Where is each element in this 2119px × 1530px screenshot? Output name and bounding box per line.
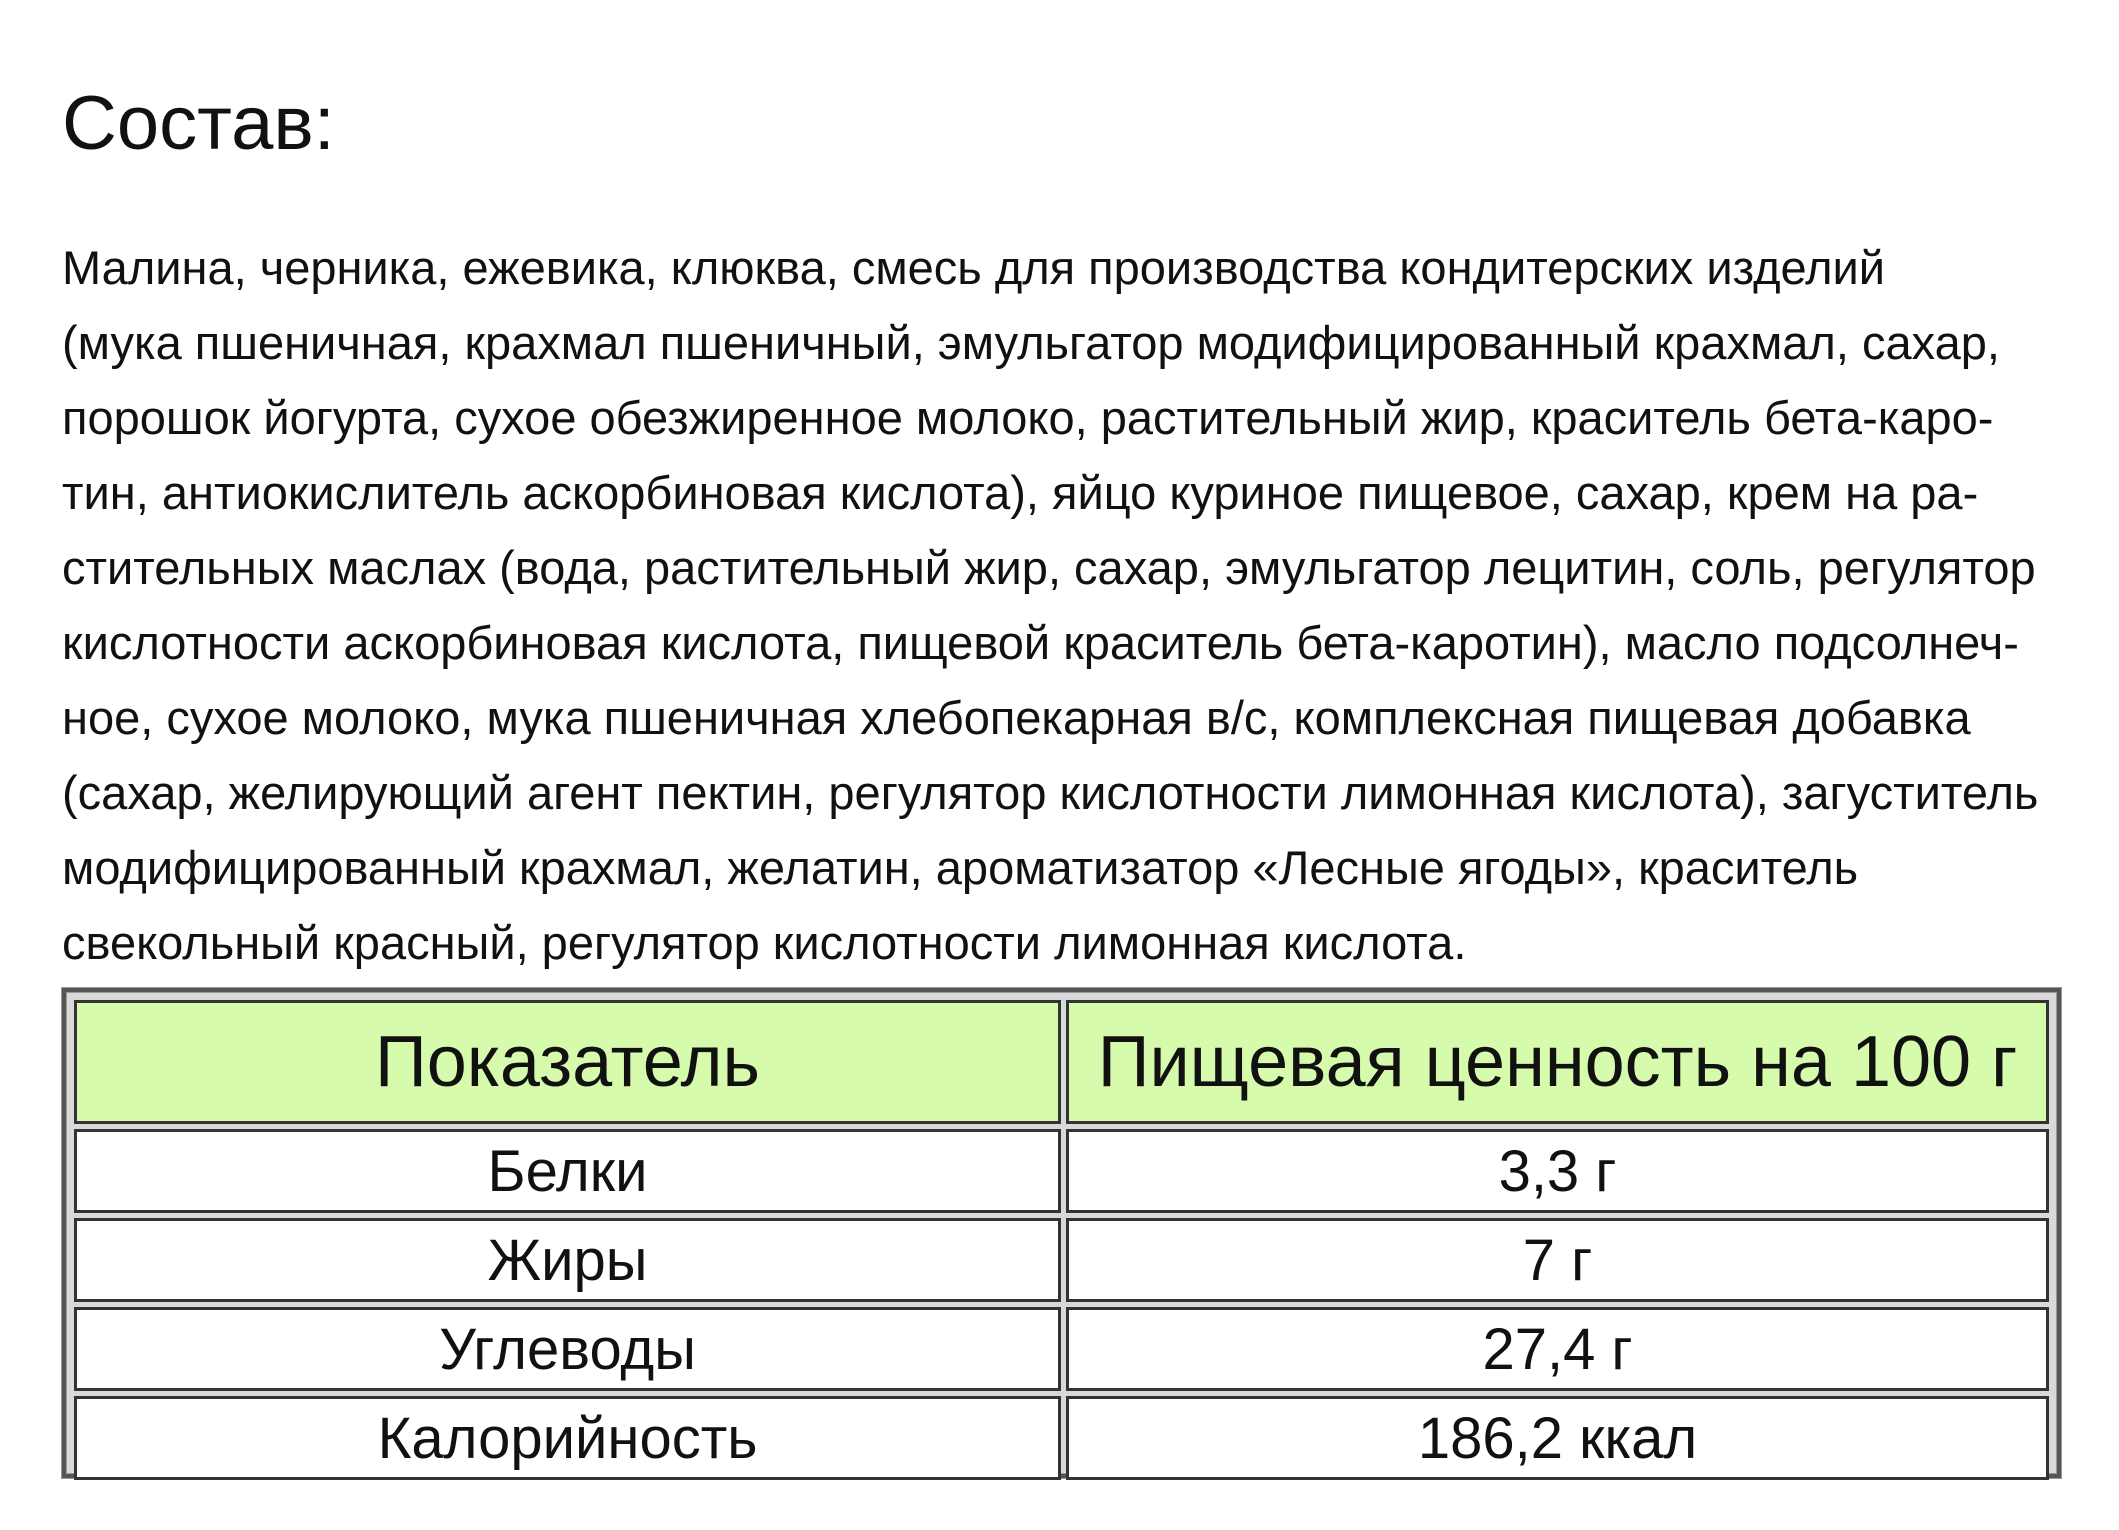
- cell-indicator: Жиры: [74, 1218, 1061, 1302]
- composition-line: стительных маслах (вода, растительный жир, сахар, эмульгатор лецитин, соль, регулятор: [62, 541, 2036, 594]
- table-row: [74, 1129, 2049, 1213]
- nutrition-header-row: [74, 1000, 2049, 1124]
- composition-text: [62, 230, 2119, 980]
- cell-indicator: Калорийность: [74, 1396, 1061, 1480]
- composition-line: (мука пшеничная, крахмал пшеничный, эмульгатор модифицированный крахмал, сахар,: [62, 316, 2000, 369]
- cell-value: 7 г: [1066, 1218, 2049, 1302]
- composition-line: модифицированный крахмал, желатин, ароматизатор «Лесные ягоды», краситель: [62, 841, 1859, 894]
- table-row: [74, 1307, 2049, 1391]
- composition-line: (сахар, желирующий агент пектин, регулятор кислотности лимонная кислота), загуститель: [62, 766, 2039, 819]
- header-indicator: Показатель: [74, 1000, 1061, 1124]
- cell-value: 27,4 г: [1066, 1307, 2049, 1391]
- cell-value: 3,3 г: [1066, 1129, 2049, 1213]
- composition-title: Состав:: [62, 81, 335, 166]
- composition-line: тин, антиокислитель аскорбиновая кислота), яйцо куриное пищевое, сахар, крем на ра-: [62, 466, 1979, 519]
- table-row: [74, 1218, 2049, 1302]
- composition-line: кислотности аскорбиновая кислота, пищевой краситель бета-каротин), масло подсолнеч-: [62, 616, 2019, 669]
- composition-line: Малина, черника, ежевика, клюква, смесь для производства кондитерских изделий: [62, 241, 1886, 294]
- header-nutrition-value: Пищевая ценность на 100 г: [1066, 1000, 2049, 1124]
- composition-line: порошок йогурта, сухое обезжиренное молоко, растительный жир, краситель бета-каро-: [62, 391, 1994, 444]
- table-row: [74, 1396, 2049, 1480]
- cell-value: 186,2 ккал: [1066, 1396, 2049, 1480]
- nutrition-table: [62, 988, 2061, 1478]
- cell-indicator: Белки: [74, 1129, 1061, 1213]
- composition-line: свекольный красный, регулятор кислотности лимонная кислота.: [62, 916, 1467, 969]
- cell-indicator: Углеводы: [74, 1307, 1061, 1391]
- nutrition-table-grid: [69, 995, 2054, 1485]
- composition-line: ное, сухое молоко, мука пшеничная хлебопекарная в/с, комплексная пищевая добавка: [62, 691, 1971, 744]
